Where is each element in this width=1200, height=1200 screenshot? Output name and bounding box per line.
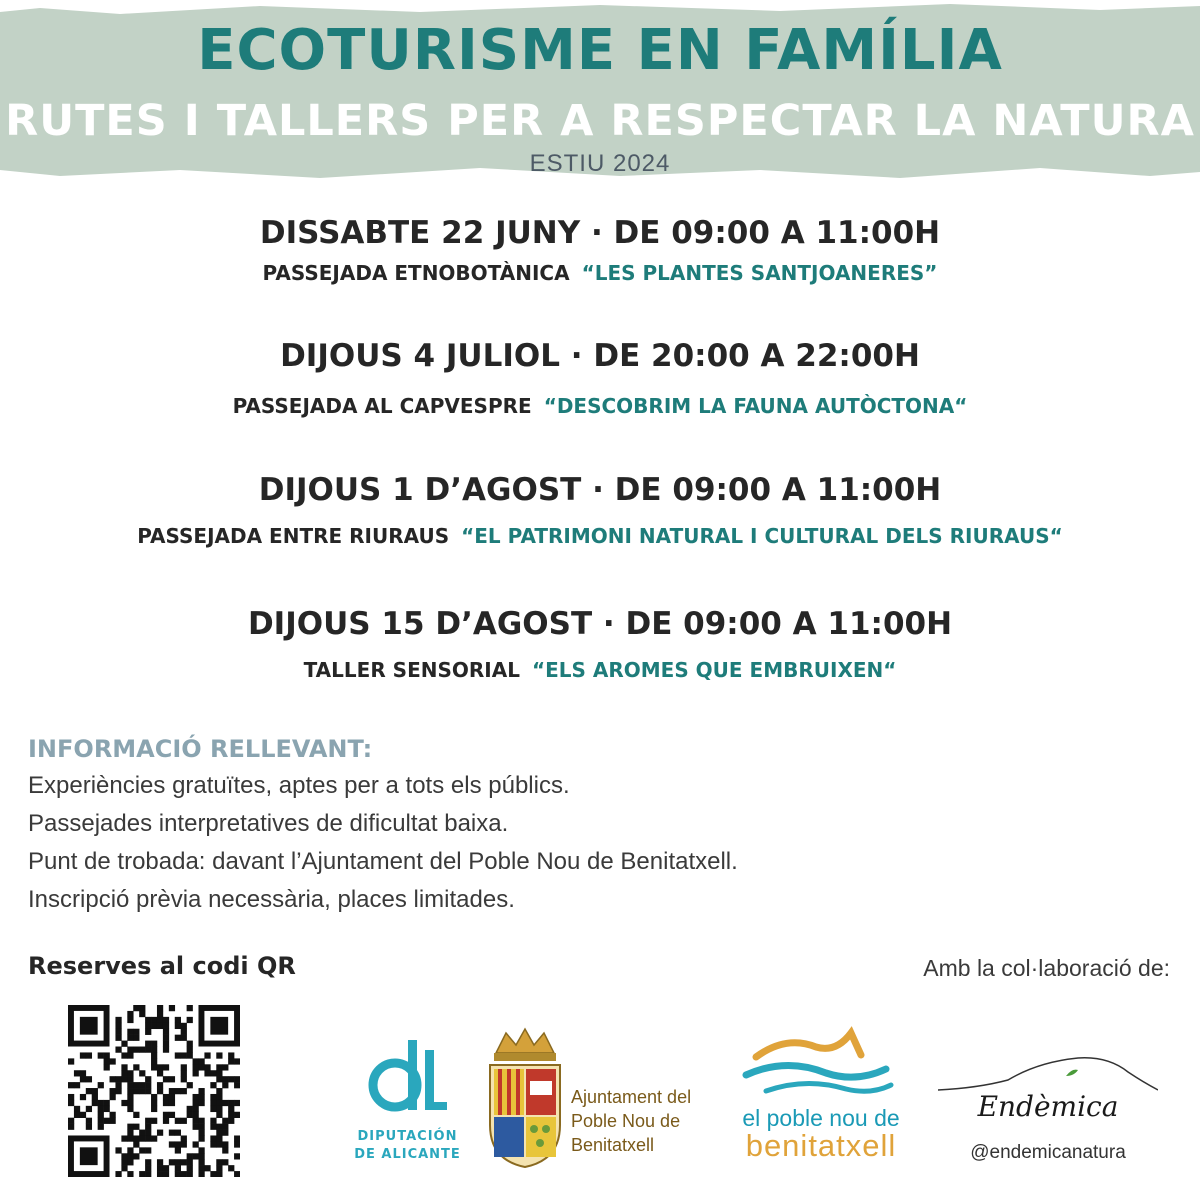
reserves-label: Reserves al codi QR [28, 952, 296, 980]
info-line: Punt de trobada: davant l’Ajuntament del Poble Nou de Benitatxell. [28, 848, 738, 875]
info-line: Experiències gratuïtes, aptes per a tots els públics. [28, 772, 570, 799]
coat-of-arms-icon [478, 1025, 573, 1170]
ajuntament-line: Benitatxell [571, 1135, 655, 1155]
diputacion-logo [345, 1030, 470, 1170]
benitatxell-line: benitatxell [745, 1128, 897, 1163]
season-label: ESTIU 2024 [529, 150, 671, 177]
header [0, 0, 1200, 180]
page-subtitle: RUTES I TALLERS PER A RESPECTAR LA NATURA [5, 96, 1195, 146]
diputacion-line: DE ALICANTE [354, 1147, 461, 1162]
event-title: “ELS AROMES QUE EMBRUIXEN“ [531, 658, 897, 682]
event-title: “EL PATRIMONI NATURAL I CULTURAL DELS RIURAUS“ [461, 524, 1063, 548]
diputacion-mark-icon [345, 1030, 470, 1125]
ajuntament-line: Poble Nou de [571, 1111, 681, 1131]
event-date: DIJOUS 15 D’AGOST · DE 09:00 A 11:00H [247, 606, 953, 642]
qr-code[interactable] [68, 1005, 240, 1177]
event-type: PASSEJADA ENTRE RIURAUS [137, 524, 450, 548]
ajuntament-text [571, 1085, 691, 1157]
benitatxell-logo [726, 1025, 916, 1165]
event-description [0, 261, 1200, 285]
collaboration-label: Amb la col·laboració de: [923, 955, 1170, 981]
endemica-logo [938, 1050, 1158, 1170]
info-section [28, 735, 1178, 915]
event-type: PASSEJADA AL CAPVESPRE [232, 394, 532, 418]
ajuntament-logo [478, 1025, 718, 1170]
info-heading: INFORMACIÓ RELLEVANT: [28, 735, 373, 763]
event-date: DISSABTE 22 JUNY · DE 09:00 A 11:00H [259, 215, 941, 251]
event-item [0, 338, 1200, 418]
event-description [0, 658, 1200, 682]
event-item [0, 606, 1200, 682]
info-line: Passejades interpretatives de dificultat baixa. [28, 810, 509, 837]
benitatxell-line: el poble nou de [742, 1105, 900, 1131]
event-date: DIJOUS 1 D’AGOST · DE 09:00 A 11:00H [258, 472, 942, 508]
ajuntament-line: Ajuntament del [571, 1087, 692, 1107]
wave-mountain-icon [726, 1025, 916, 1105]
page-title: ECOTURISME EN FAMÍLIA [197, 18, 1003, 83]
event-item [0, 472, 1200, 548]
event-item [0, 215, 1200, 285]
info-line: Inscripció prèvia necessària, places limitades. [28, 886, 515, 913]
endemica-handle: @endemicanatura [970, 1142, 1126, 1163]
event-date: DIJOUS 4 JULIOL · DE 20:00 A 22:00H [280, 338, 920, 374]
event-type: PASSEJADA ETNOBOTÀNICA [262, 261, 570, 285]
endemica-name: Endèmica [977, 1090, 1119, 1123]
event-title: “LES PLANTES SANTJOANERES” [581, 261, 938, 285]
event-type: TALLER SENSORIAL [303, 658, 520, 682]
event-description [0, 524, 1200, 548]
event-description [0, 394, 1200, 418]
diputacion-text [345, 1128, 470, 1164]
event-title: “DESCOBRIM LA FAUNA AUTÒCTONA“ [543, 394, 968, 418]
diputacion-line: DIPUTACIÓN [357, 1129, 458, 1144]
